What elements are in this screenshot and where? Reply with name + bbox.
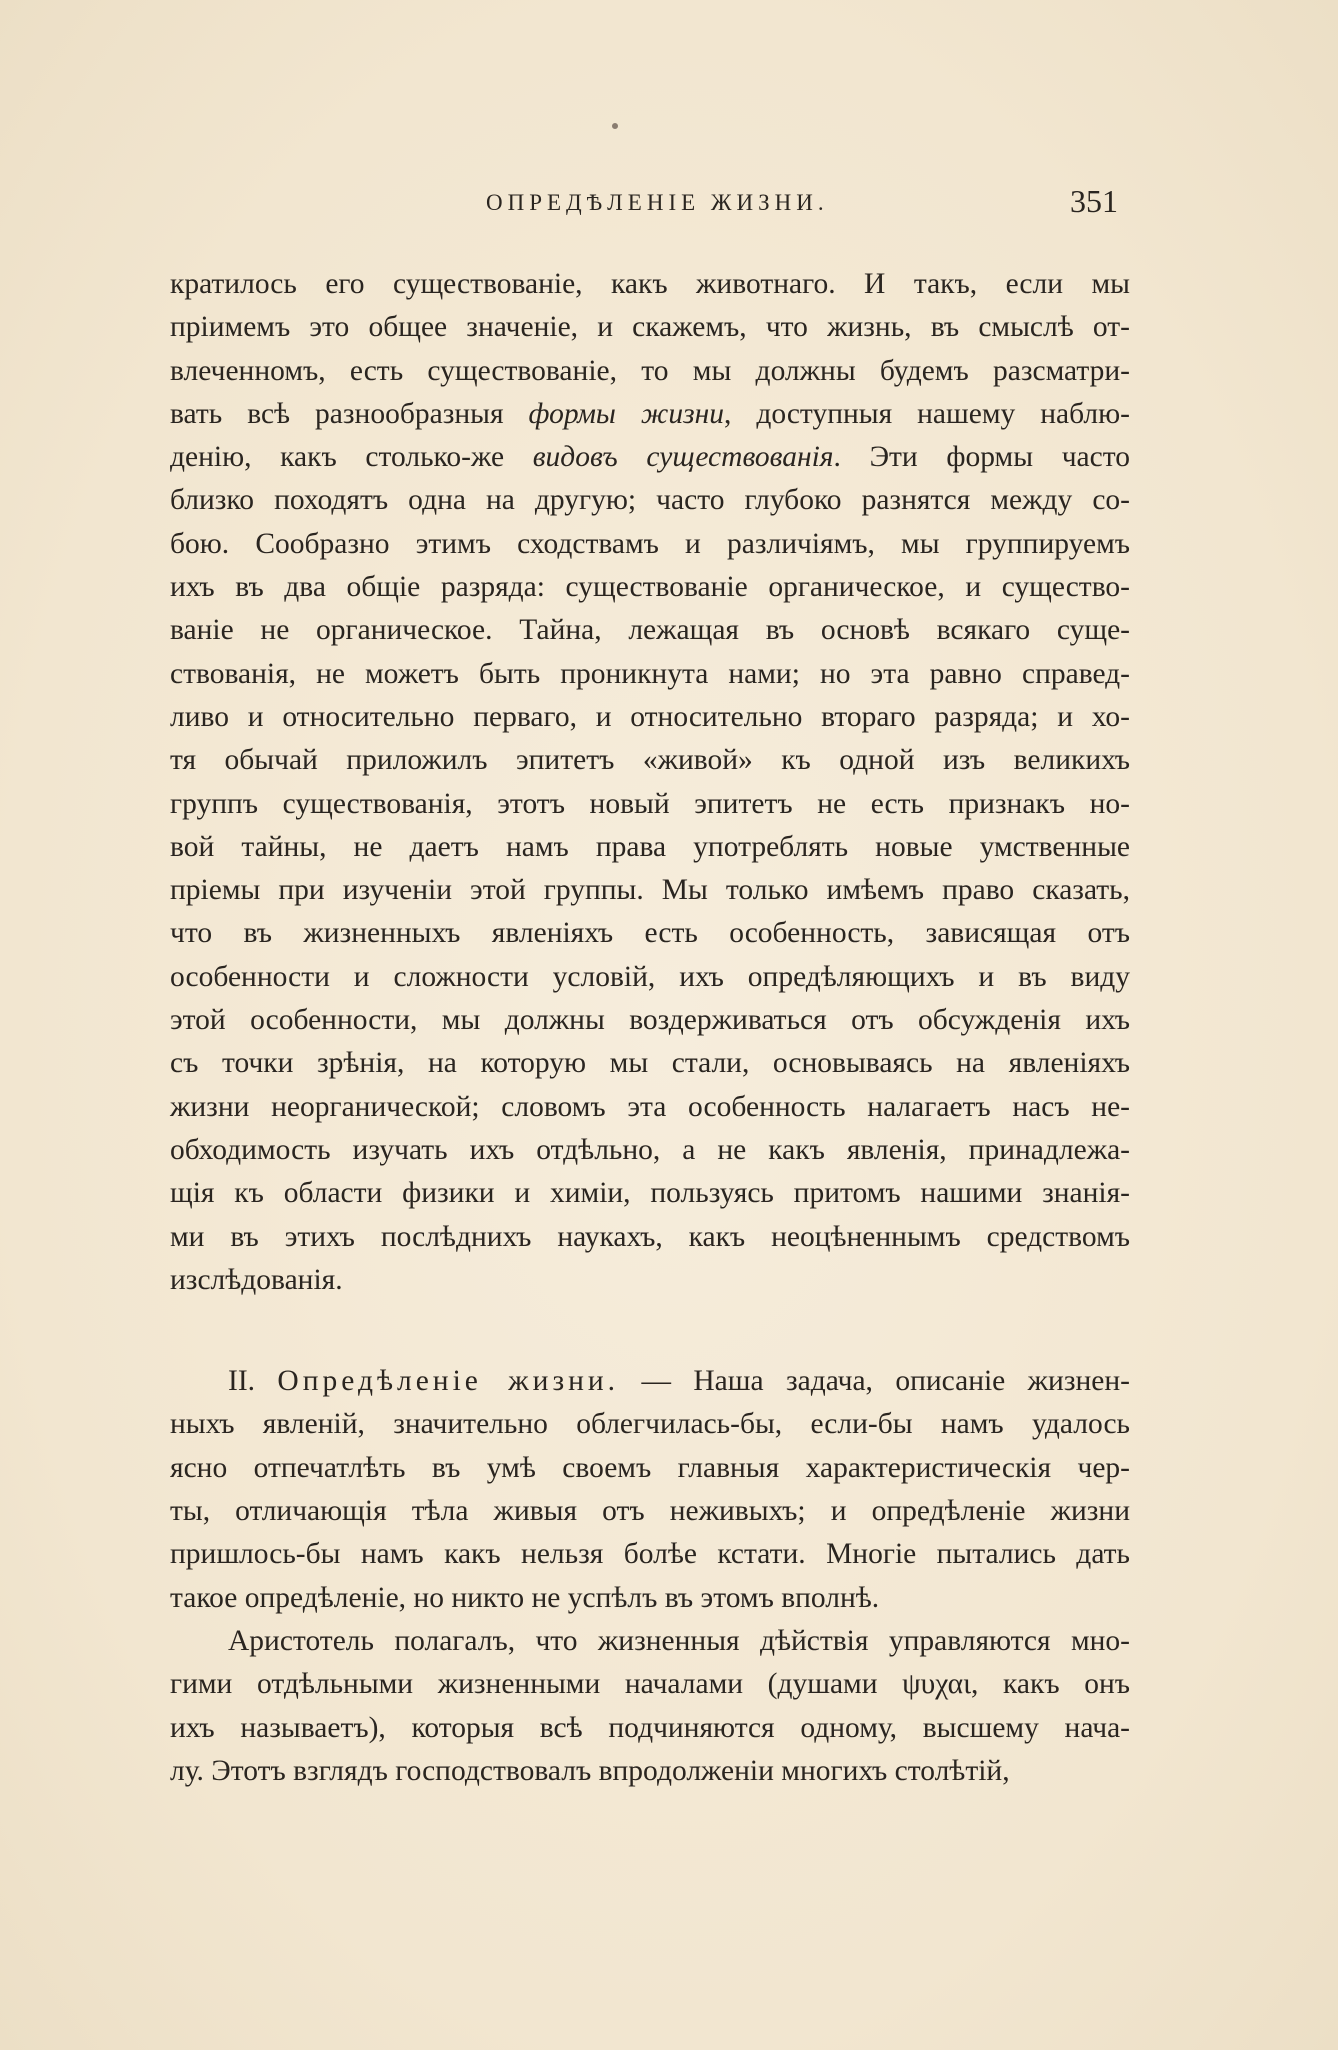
italic-phrase: видовъ существованія xyxy=(532,441,834,474)
text-segment: ясно отпечатлѣть въ умѣ своемъ главныя характеристическія чер- xyxy=(170,1451,1130,1484)
ink-dot xyxy=(612,123,618,129)
text-segment: кратилось его существованіе, какъ животнаго. И такъ, если мы xyxy=(170,268,1130,300)
text-segment: изслѣдованія. xyxy=(170,1263,343,1296)
text-segment: пріимемъ это общее значеніе, и скажемъ, что жизнь, въ смыслѣ от- xyxy=(170,311,1130,344)
text-segment: близко походятъ одна на другую; часто глубоко разнятся между со- xyxy=(170,484,1130,517)
text-line xyxy=(170,1663,1130,1706)
text-line xyxy=(170,1259,1130,1302)
text-segment: особенности и сложности условій, ихъ опредѣляющихъ и въ виду xyxy=(170,960,1130,993)
text-line xyxy=(170,1620,1130,1663)
text-segment: пришлось-бы намъ какъ нельзя болѣе кстати. Многіе пытались дать xyxy=(170,1538,1130,1571)
text-segment: обходимость изучать ихъ отдѣльно, а не какъ явленія, принадлежа- xyxy=(170,1133,1130,1166)
text-segment: съ точки зрѣнія, на которую мы стали, основываясь на явленіяхъ xyxy=(170,1047,1130,1080)
text-line xyxy=(170,696,1130,739)
text-segment: тя обычай приложилъ эпитетъ «живой» къ одной изъ великихъ xyxy=(170,744,1130,777)
text-line xyxy=(170,523,1130,566)
text-line xyxy=(170,1042,1130,1085)
text-line xyxy=(170,1129,1130,1172)
text-line xyxy=(170,1750,1130,1793)
text-line xyxy=(170,1360,1130,1403)
text-line xyxy=(170,826,1130,869)
text-segment: вать всѣ разнообразныя xyxy=(170,397,529,430)
text-segment: влеченномъ, есть существованіе, то мы должны будемъ разсматри- xyxy=(170,354,1130,387)
text-line xyxy=(170,1490,1130,1533)
text-segment: лу. Этотъ взглядъ господствовалъ впродолженіи многихъ столѣтій, xyxy=(170,1754,1010,1787)
body-text xyxy=(170,263,1130,1793)
text-segment: ты, отличающія тѣла живыя отъ неживыхъ; и опредѣленіе жизни xyxy=(170,1495,1130,1528)
text-segment: такое опредѣленіе, но никто не успѣлъ въ этомъ вполнѣ. xyxy=(170,1581,880,1614)
text-segment: бою. Сообразно этимъ сходствамъ и различіямъ, мы группируемъ xyxy=(170,527,1130,560)
text-segment: ми въ этихъ послѣднихъ наукахъ, какъ неоцѣненнымъ средствомъ xyxy=(170,1220,1130,1253)
text-segment: гими отдѣльными жизненными началами (душами ψυχαι, какъ онъ xyxy=(170,1668,1130,1701)
text-line xyxy=(170,1707,1130,1750)
text-segment: пріемы при изученіи этой группы. Мы только имѣемъ право сказать, xyxy=(170,874,1130,907)
text-line xyxy=(170,1447,1130,1490)
text-segment: Аристотель полагалъ, что жизненныя дѣйствія управляются мно- xyxy=(228,1624,1130,1657)
text-segment: вой тайны, не даетъ намъ права употреблять новые умственные xyxy=(170,830,1130,863)
text-line xyxy=(170,1577,1130,1620)
text-segment: щія къ области физики и химіи, пользуясь притомъ нашими знанія- xyxy=(170,1177,1130,1210)
text-line xyxy=(170,999,1130,1042)
text-segment: II. xyxy=(228,1365,278,1398)
text-line xyxy=(170,350,1130,393)
paragraph-2 xyxy=(170,1360,1130,1620)
text-segment: ваніе не органическое. Тайна, лежащая въ основѣ всякаго суще- xyxy=(170,614,1130,647)
italic-phrase: формы жизни xyxy=(528,397,724,430)
text-line xyxy=(170,1216,1130,1259)
text-line xyxy=(170,869,1130,912)
text-line xyxy=(170,1086,1130,1129)
text-segment: ихъ въ два общіе разряда: существованіе органическое, и существо- xyxy=(170,571,1130,604)
running-head: ОПРЕДѢЛЕНІЕ ЖИЗНИ. xyxy=(486,190,829,215)
text-segment: , доступныя нашему наблю- xyxy=(723,397,1130,430)
text-segment: . Эти формы часто xyxy=(833,441,1130,474)
text-segment: ныхъ явленій, значительно облегчилась-бы, если-бы намъ удалось xyxy=(170,1408,1130,1441)
text-segment: — Наша задача, описаніе жизнен- xyxy=(619,1365,1130,1398)
text-line xyxy=(170,783,1130,826)
text-segment: жизни неорганической; словомъ эта особенность налагаетъ насъ не- xyxy=(170,1090,1130,1123)
text-line xyxy=(170,1403,1130,1446)
text-line xyxy=(170,739,1130,782)
text-segment: что въ жизненныхъ явленіяхъ есть особенность, зависящая отъ xyxy=(170,917,1130,950)
section-gap xyxy=(170,1302,1130,1360)
text-line xyxy=(170,956,1130,999)
text-line xyxy=(170,609,1130,652)
text-line xyxy=(170,263,1130,306)
text-segment: группъ существованія, этотъ новый эпитетъ не есть признакъ но- xyxy=(170,787,1130,820)
spaced-heading: Опредѣленіе жизни. xyxy=(277,1365,620,1398)
text-line xyxy=(170,653,1130,696)
text-line xyxy=(170,912,1130,955)
text-segment: ихъ называетъ), которыя всѣ подчиняются одному, высшему нача- xyxy=(170,1711,1130,1744)
text-line xyxy=(170,1533,1130,1576)
text-line xyxy=(170,1172,1130,1215)
text-line xyxy=(170,436,1130,479)
paragraph-3 xyxy=(170,1620,1130,1793)
text-line xyxy=(170,479,1130,522)
text-line xyxy=(170,306,1130,349)
text-segment: этой особенности, мы должны воздерживаться отъ обсужденія ихъ xyxy=(170,1004,1130,1037)
paragraph-1 xyxy=(170,263,1130,1302)
text-segment: денію, какъ столько-же xyxy=(170,441,533,474)
text-line xyxy=(170,393,1130,436)
text-segment: ливо и относительно перваго, и относительно втораго разряда; и хо- xyxy=(170,700,1130,733)
text-line xyxy=(170,566,1130,609)
text-segment: ствованія, не можетъ быть проникнута нами; но эта равно справед- xyxy=(170,657,1130,690)
page-number: 351 xyxy=(1070,183,1118,219)
